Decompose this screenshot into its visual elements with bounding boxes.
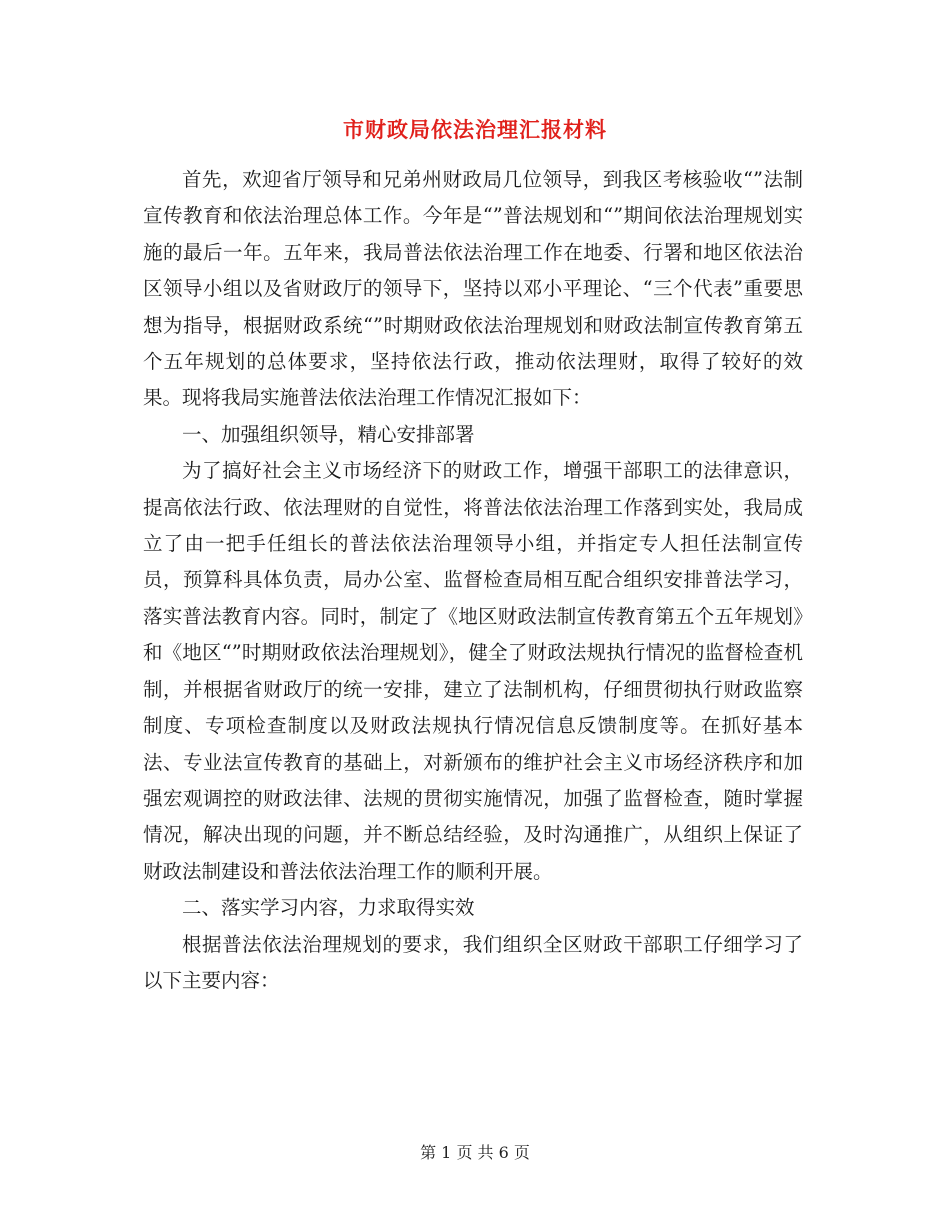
page-footer [0, 1140, 950, 1163]
paragraph-section-2: 根据普法依法治理规划的要求，我们组织全区财政干部职工仔细学习了以下主要内容： [143, 932, 803, 992]
section-heading-2: 二、落实学习内容，力求取得实效 [182, 896, 475, 920]
page-number-label: 第 1 页 共 6 页 [420, 1143, 530, 1162]
document-title: 市财政局依法治理汇报材料 [343, 117, 607, 142]
section-heading-1: 一、加强组织领导，精心安排部署 [182, 422, 475, 446]
paragraph-intro: 首先，欢迎省厅领导和兄弟州财政局几位领导，到我区考核验收“”法制宣传教育和依法治理总体工作。今年是“”普法规划和“”期间依法治理规划实施的最后一年。五年来，我局普法依法治理工作在地委、行署和地区依法治区领导小组以及省财政厅的领导下，坚持以邓小平理论、“三个代表”重要思想为指导，根据财政系统“”时期财政依法治理规划和财政法制宣传教育第五个五年规划的总体要求，坚持依法行政，推动依法理财，取得了较好的效果。现将我局实施普法依法治理工作情况汇报如下： [143, 168, 803, 410]
document-body [143, 162, 803, 999]
paragraph-section-1: 为了搞好社会主义市场经济下的财政工作，增强干部职工的法律意识，提高依法行政、依法理财的自觉性，将普法依法治理工作落到实处，我局成立了由一把手任组长的普法依法治理领导小组，并指定专人担任法制宣传员，预算科具体负责，局办公室、监督检查局相互配合组织安排普法学习，落实普法教育内容。同时，制定了《地区财政法制宣传教育第五个五年规划》和《地区“”时期财政依法治理规划》，健全了财政法规执行情况的监督检查机制，并根据省财政厅的统一安排，建立了法制机构，仔细贯彻执行财政监察制度、专项检查制度以及财政法规执行情况信息反馈制度等。在抓好基本法、专业法宣传教育的基础上，对新颁布的维护社会主义市场经济秩序和加强宏观调控的财政法律、法规的贯彻实施情况，加强了监督检查，随时掌握情况，解决出现的问题，并不断总结经验，及时沟通推广，从组织上保证了财政法制建设和普法依法治理工作的顺利开展。 [143, 459, 803, 883]
